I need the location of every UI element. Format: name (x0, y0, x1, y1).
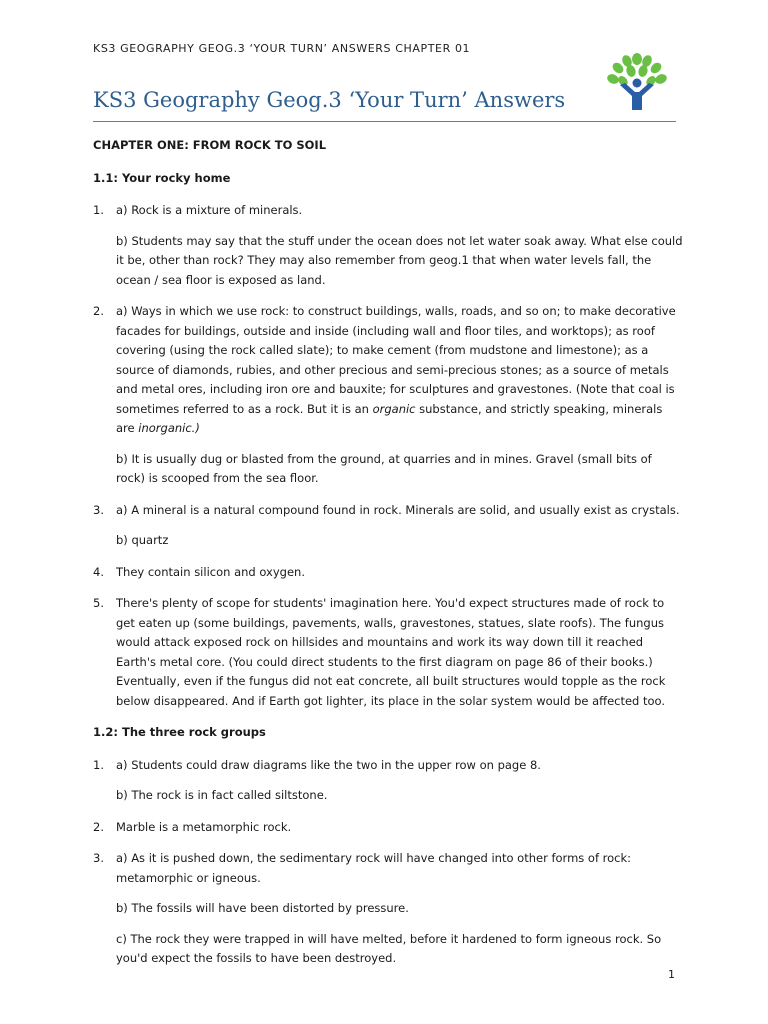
item-number: 3. (93, 851, 104, 865)
answer-text: a) Rock is a mixture of minerals. (116, 203, 303, 217)
answers-body (93, 136, 683, 981)
tree-person-logo-icon (605, 52, 669, 112)
item-number: 4. (93, 564, 104, 579)
answer-text: a) As it is pushed down, the sedimentary rock will have changed into other forms of rock: metamorphic or igneous. (116, 851, 632, 885)
document-title: KS3 Geography Geog.3 ‘Your Turn’ Answers (93, 88, 566, 112)
item-number: 3. (93, 502, 104, 517)
italic-term: inorganic.) (138, 421, 200, 435)
item-number: 5. (93, 596, 104, 610)
answer-text: a) A mineral is a natural compound found in rock. Minerals are solid, and usually exist as crystals. (116, 502, 680, 517)
answer-item (93, 201, 683, 290)
item-number: 1. (93, 757, 104, 772)
item-number: 1. (93, 203, 104, 217)
answer-text-part: substance, and strictly speaking, minerals are (116, 401, 663, 435)
answer-text: b) Students may say that the stuff under the ocean does not let water soak away. What else could it be, other than rock? They may also remember from geog.1 that when water levels fall, the ocean / sea floor is exposed as land. (116, 233, 683, 287)
answer-text: There's plenty of scope for students' imagination here. You'd expect structures made of rock to get eaten up (some buildings, pavements, walls, gravestones, statues, slate roofs). The fungus would attack exposed rock on hillsides and mountains and work its way down till it reached Earth's metal core. (You could direct students to the first diagram on page 86 of their books.) Eventually, even if the fungus did not eat concrete, all built structures would topple as the rock below disappeared. And if Earth got lighter, its place in the solar system would be affected too. (116, 596, 666, 708)
answer-item (93, 501, 683, 551)
answer-text: Marble is a metamorphic rock. (116, 819, 292, 834)
answer-text: b) The rock is in fact called siltstone. (116, 788, 328, 802)
answer-text: b) quartz (116, 533, 169, 547)
item-number: 2. (93, 819, 104, 834)
answer-item (93, 594, 683, 711)
section-heading: 1.1: Your rocky home (93, 170, 231, 185)
running-header: KS3 GEOGRAPHY GEOG.3 ‘YOUR TURN’ ANSWERS CHAPTER 01 (93, 42, 471, 55)
answer-item (93, 563, 683, 583)
item-number: 2. (93, 304, 104, 318)
answer-text: c) The rock they were trapped in will have melted, before it hardened to form igneous rock. So you'd expect the fossils to have been destroyed. (116, 931, 662, 965)
section-heading: 1.2: The three rock groups (93, 725, 266, 739)
answer-text: They contain silicon and oxygen. (116, 564, 305, 579)
chapter-heading: CHAPTER ONE: FROM ROCK TO SOIL (93, 138, 327, 152)
answer-item (93, 756, 683, 806)
answer-text: b) It is usually dug or blasted from the ground, at quarries and in mines. Gravel (small bits of rock) is scooped from the sea floor. (116, 451, 652, 485)
italic-term: organic (372, 401, 416, 416)
answer-item (93, 818, 683, 838)
answer-text: b) The fossils will have been distorted by pressure. (116, 901, 409, 915)
answer-text-part: a) Ways in which we use rock: to construct buildings, walls, roads, and so on; to make decorative facades for buildings, outside and inside (including wall and floor tiles, and worktops); as roof covering (using the rock called slate); to make cement (from mudstone and limestone); as a source of diamonds, rubies, and other precious and semi-precious stones; as a source of metals and metal ores, including iron ore and bauxite; for sculptures and gravestones. (Note that coal is sometimes referred to as a rock. But it is an (116, 304, 676, 416)
answer-text: a) Students could draw diagrams like the two in the upper row on page 8. (116, 757, 541, 772)
page-number: 1 (668, 968, 675, 981)
answer-text (116, 302, 683, 439)
answer-item (93, 849, 683, 969)
answer-item (93, 302, 683, 489)
title-underline (93, 121, 676, 122)
